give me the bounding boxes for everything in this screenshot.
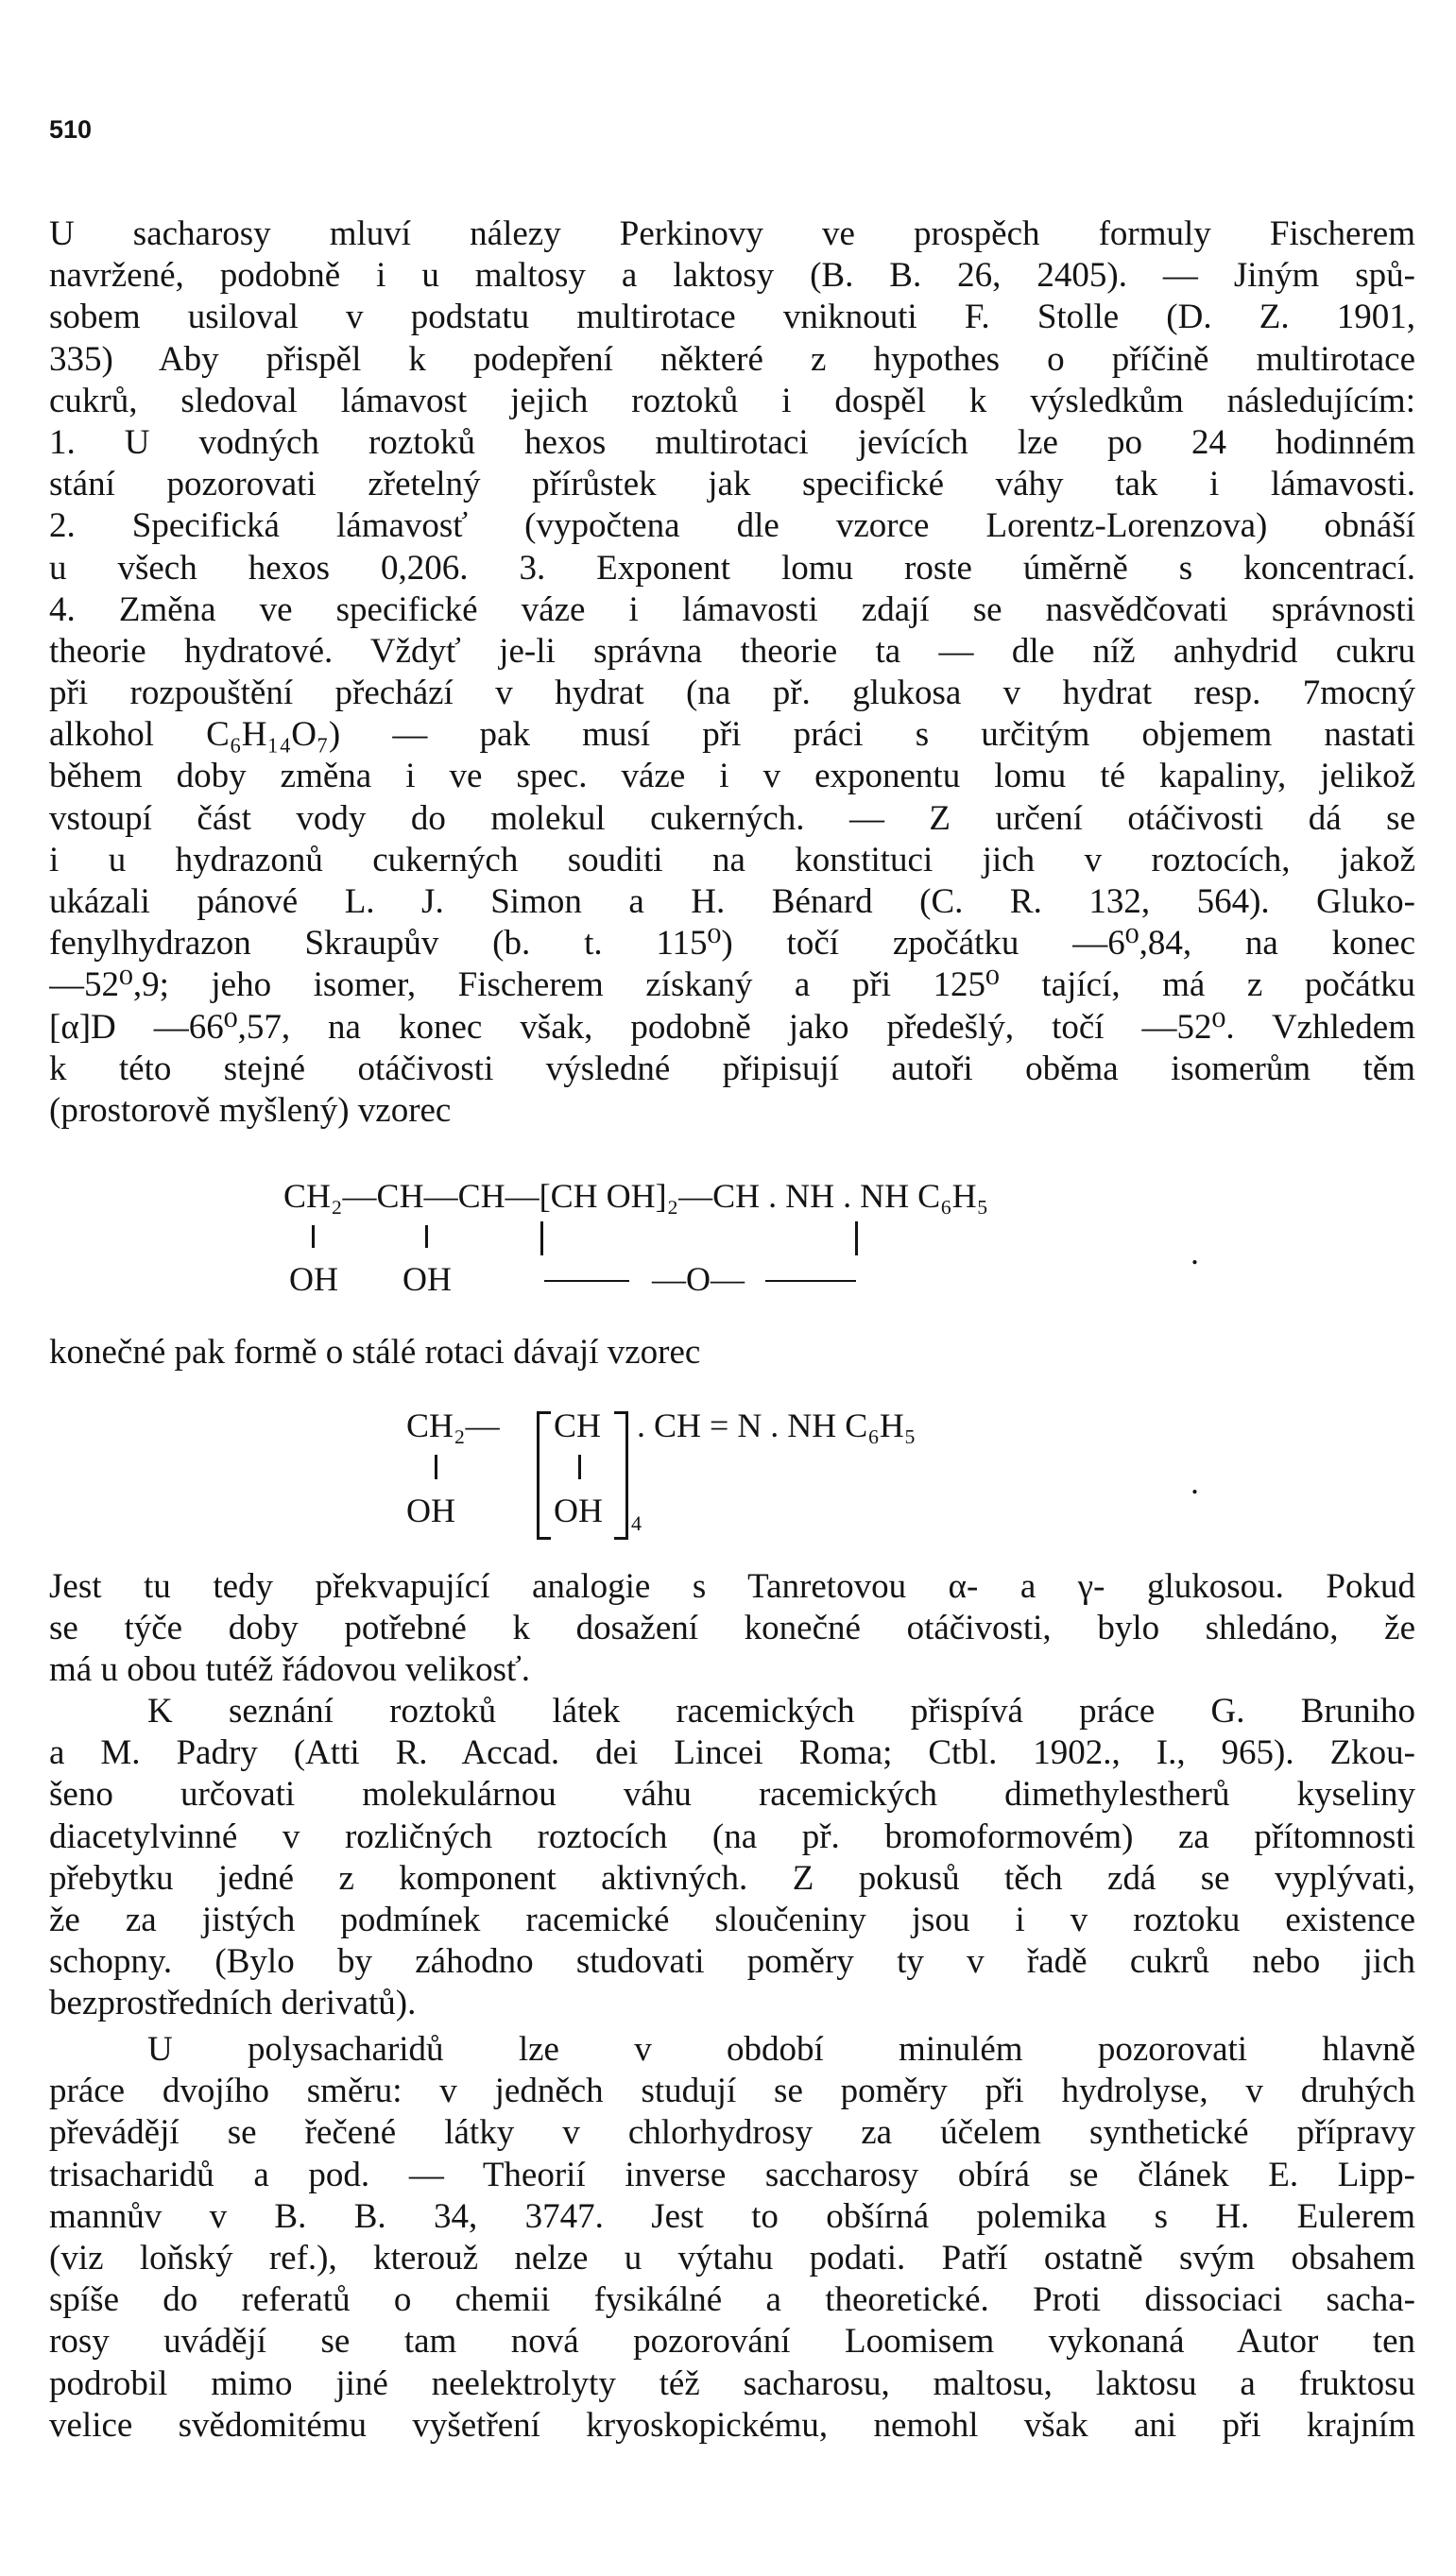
formula-1-ring-bond-left	[544, 1280, 629, 1282]
text-line: při rozpouštění přechází v hydrat (na př. glukosa v hydrat resp. 7mocný	[49, 674, 1415, 713]
text-line: sobem usiloval v podstatu multirotace vniknouti F. Stolle (D. Z. 1901,	[49, 298, 1415, 337]
text-line: má u obou tutéž řádovou velikosť.	[49, 1650, 531, 1690]
text-line: rosy uvádějí se tam nová pozorování Loomisem vykonaná Autor ten	[49, 2322, 1415, 2362]
formula-2-oh-1: OH	[406, 1492, 455, 1529]
text-line: K seznání roztoků látek racemických přispívá práce G. Bruniho	[147, 1692, 1415, 1731]
formula-1-bond-2	[425, 1225, 428, 1248]
text-line: stání pozorovati zřetelný přírůstek jak specifické váhy tak i lámavosti.	[49, 465, 1415, 504]
text-line: konečné pak formě o stálé rotaci dávají vzorec	[49, 1333, 701, 1372]
formula-2-bracket-left	[537, 1411, 551, 1540]
text-line: bezprostředních derivatů).	[49, 1984, 417, 2023]
text-line: diacetylvinné v rozličných roztocích (na př. bromoformovém) za přítomnosti	[49, 1817, 1415, 1856]
text-line: trisacharidů a pod. — Theorií inverse saccharosy obírá se článek E. Lipp-	[49, 2155, 1415, 2194]
text-line: U polysacharidů lze v období minulém pozorovati hlavně	[147, 2030, 1415, 2069]
formula-2-bond-1	[435, 1455, 437, 1479]
formula-2	[406, 1406, 1238, 1547]
formula-1-ring-left	[540, 1221, 543, 1255]
text-line: velice svědomitému vyšetření kryoskopickému, nemohl však ani při krajním	[49, 2405, 1415, 2445]
text-line: přebytku jedné z komponent aktivných. Z pokusů těch zdá se vyplývati,	[49, 1858, 1415, 1898]
text-line: 2. Specifická lámavosť (vypočtena dle vzorce Lorentz-Lorenzova) obnáší	[49, 506, 1415, 546]
text-line: theorie hydratové. Vždyť je-li správna theorie ta — dle níž anhydrid cukru	[49, 631, 1415, 671]
text-line: —52⁰,9; jeho isomer, Fischerem získaný a při 125⁰ tající, má z počátku	[49, 965, 1415, 1005]
text-line: [α]D —66⁰,57, na konec však, podobně jako předešlý, točí —52⁰. Vzhledem	[49, 1007, 1415, 1047]
text-line: cukrů, sledoval lámavost jejich roztoků i dospěl k výsledkům následujícím:	[49, 381, 1415, 420]
text-line: navržené, podobně i u maltosy a laktosy (B. B. 26, 2405). — Jiným spů-	[49, 256, 1415, 296]
page-number: 510	[49, 115, 93, 144]
text-line: mannův v B. B. 34, 3747. Jest to obšírná polemika s H. Eulerem	[49, 2196, 1415, 2236]
paragraph-3	[49, 1566, 1415, 1692]
text-line: že za jistých podmínek racemické sloučeniny jsou i v roztoku existence	[49, 1900, 1415, 1939]
text-line: a M. Padry (Atti R. Accad. dei Lincei Roma; Ctbl. 1902., I., 965). Zkou-	[49, 1733, 1415, 1773]
formula-1-bond-1	[312, 1225, 315, 1248]
text-line: podrobil mimo jiné neelektrolyty též sacharosu, maltosu, laktosu a fruktosu	[49, 2363, 1415, 2403]
text-line: (prostorově myšlený) vzorec	[49, 1090, 452, 1130]
text-line: během doby změna i ve spec. váze i v exponentu lomu té kapaliny, jelikož	[49, 757, 1415, 796]
text-line: spíše do referatů o chemii fysikálné a theoretické. Proti dissociaci sacha-	[49, 2280, 1415, 2320]
text-line: k této stejné otáčivosti výsledné připisují autoři oběma isomerům těm	[49, 1049, 1415, 1088]
formula-2-ch2: CH₂—	[406, 1407, 500, 1444]
paragraph-2	[49, 1332, 1415, 1373]
text-line: i u hydrazonů cukerných souditi na konstituci jich v roztocích, jakož	[49, 840, 1415, 879]
text-line: se týče doby potřebné k dosažení konečné otáčivosti, bylo shledáno, že	[49, 1609, 1415, 1648]
formula-2-oh-2: OH	[554, 1492, 603, 1529]
text-line: vstoupí část vody do molekul cukerných. — Z určení otáčivosti dá se	[49, 798, 1415, 838]
text-line: u všech hexos 0,206. 3. Exponent lomu roste úměrně s koncentrací.	[49, 548, 1415, 588]
text-line: schopny. (Bylo by záhodno studovati poměry ty v řadě cukrů nebo jich	[49, 1942, 1415, 1982]
text-line: alkohol C₆H₁₄O₇) — pak musí při práci s určitým objemem nastati	[49, 715, 1415, 755]
formula-1-oh-2: OH	[403, 1260, 452, 1298]
paragraph-1	[49, 213, 1415, 1132]
text-line: ukázali pánové L. J. Simon a H. Bénard (C. R. 132, 564). Gluko-	[49, 882, 1415, 921]
formula-2-bracket-right	[614, 1411, 628, 1540]
text-line: šeno určovati molekulárnou váhu racemických dimethylestherů kyseliny	[49, 1775, 1415, 1815]
text-line: 4. Změna ve specifické váze i lámavosti zdají se nasvědčovati správnosti	[49, 589, 1415, 629]
formula-2-dot: .	[1190, 1463, 1199, 1501]
formula-1	[283, 1176, 1209, 1308]
formula-1-dot: .	[1190, 1234, 1199, 1271]
text-line: převádějí se řečené látky v chlorhydrosy za účelem synthetické přípravy	[49, 2113, 1415, 2153]
formula-1-oxygen: —O—	[652, 1260, 745, 1298]
formula-2-rest: . CH = N . NH C₆H₅	[637, 1407, 916, 1444]
text-line: 335) Aby přispěl k podepření některé z hypothes o příčině multirotace	[49, 339, 1415, 379]
paragraph-5	[49, 2029, 1415, 2447]
formula-1-oh-1: OH	[289, 1260, 338, 1298]
formula-2-bond-2	[578, 1455, 581, 1479]
formula-1-top: CH₂—CH—CH—[CH OH]₂—CH . NH . NH C₆H₅	[283, 1177, 989, 1215]
paragraph-4	[49, 1691, 1415, 2025]
formula-2-subscript: 4	[631, 1511, 642, 1535]
formula-1-ring-right	[855, 1221, 858, 1255]
text-line: Jest tu tedy překvapující analogie s Tanretovou α- a γ- glukosou. Pokud	[49, 1567, 1415, 1606]
text-line: fenylhydrazon Skraupův (b. t. 115⁰) točí zpočátku —6⁰,84, na konec	[49, 924, 1415, 964]
text-line: 1. U vodných roztoků hexos multirotaci jevících lze po 24 hodinném	[49, 422, 1415, 462]
text-line: práce dvojího směru: v jedněch studují se poměry při hydrolyse, v druhých	[49, 2072, 1415, 2111]
formula-1-ring-bond-right	[765, 1280, 856, 1282]
text-line: (viz loňský ref.), kterouž nelze u výtahu podati. Patří ostatně svým obsahem	[49, 2238, 1415, 2277]
formula-2-ch: CH	[554, 1407, 602, 1444]
text-line: U sacharosy mluví nálezy Perkinovy ve prospěch formuly Fischerem	[49, 214, 1415, 253]
